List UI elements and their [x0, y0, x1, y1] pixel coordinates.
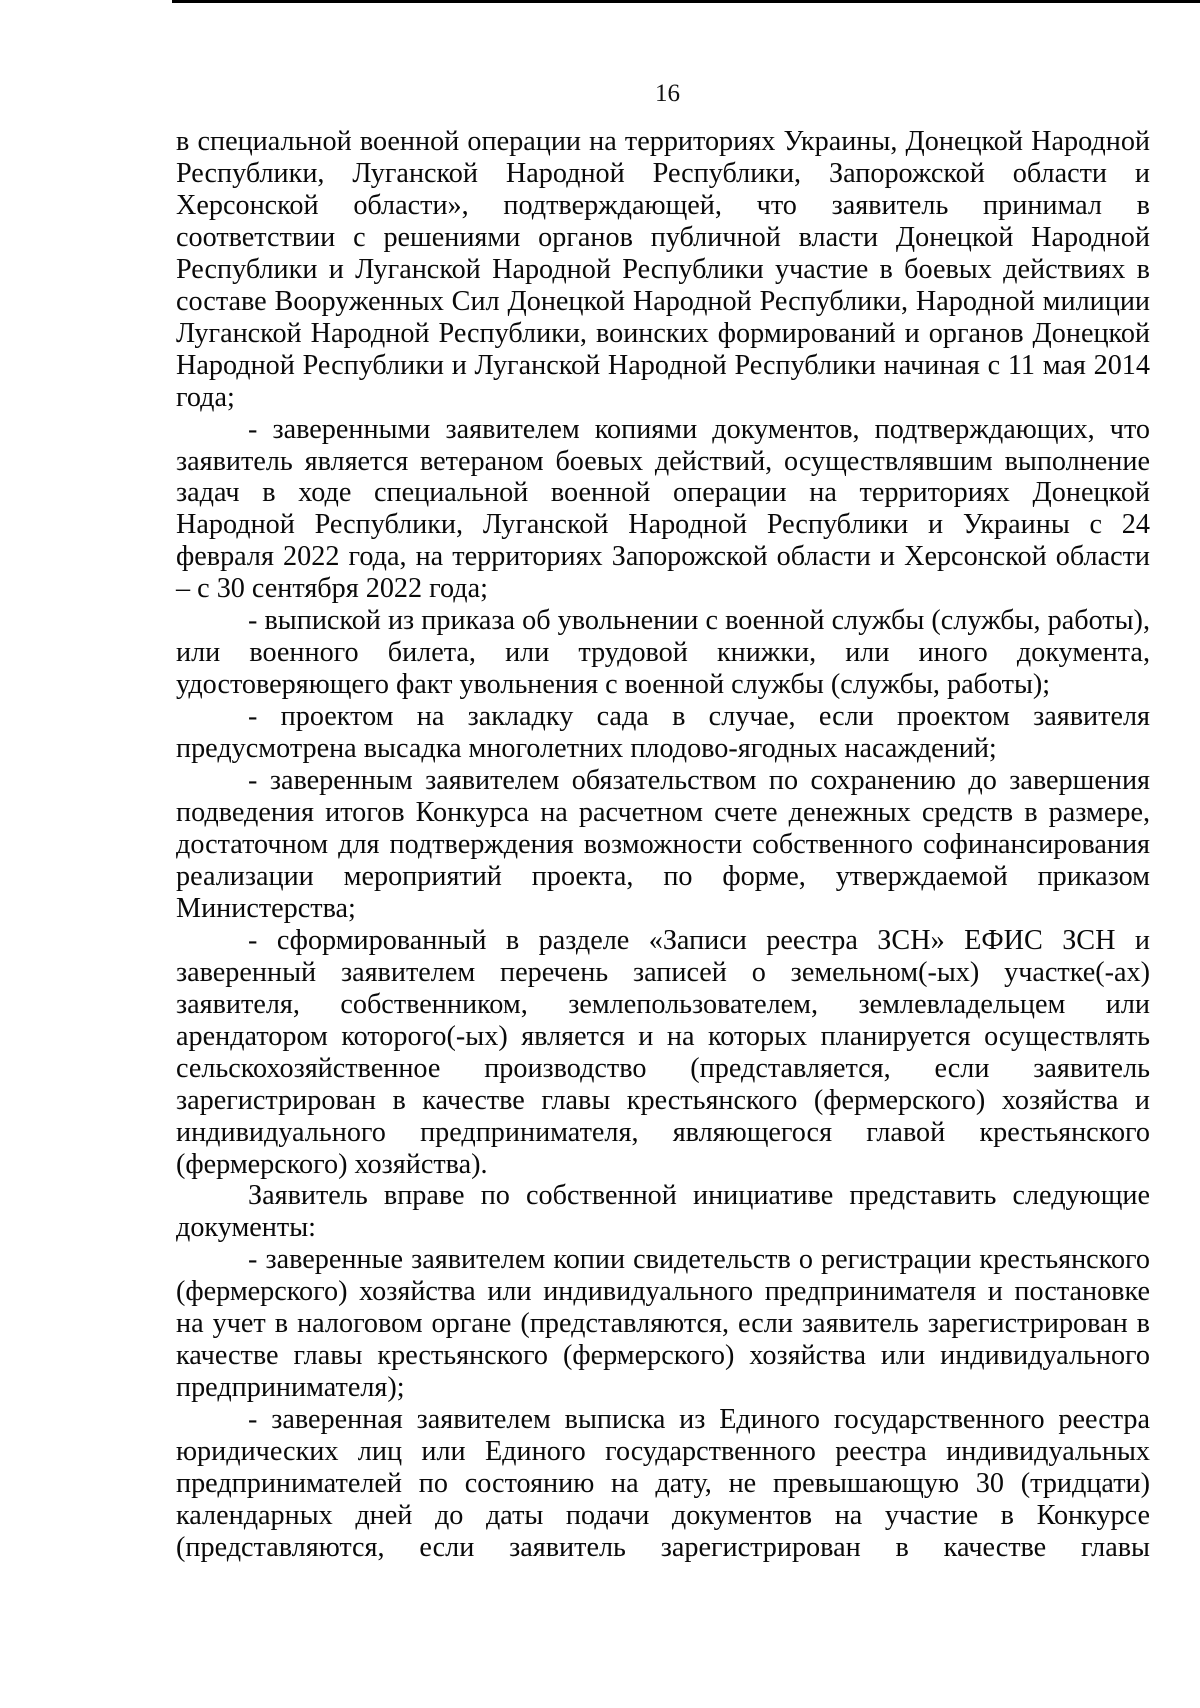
- document-body: [176, 126, 1150, 1564]
- paragraph-funds-obligation: - заверенным заявителем обязательством по сохранению до завершения подведения итогов Конкурса на расчетном счете денежных средств в размере, достаточном для подтверждения возможности собственного софинансирования реализации мероприятий проекта, по форме, утверждаемой приказом Министерства;: [176, 765, 1150, 924]
- paragraph-continuation: в специальной военной операции на территориях Украины, Донецкой Народной Республики, Луганской Народной Республики, Запорожской области и Херсонской области», подтверждающей, что заявитель принимал в соответствии с решениями органов публичной власти Донецкой Народной Республики и Луганской Народной Республики участие в боевых действиях в составе Вооруженных Сил Донецкой Народной Республики, Народной милиции Луганской Народной Республики, воинских формирований и органов Донецкой Народной Республики и Луганской Народной Республики начиная с 11 мая 2014 года;: [176, 126, 1150, 413]
- paragraph-discharge-extract: - выпиской из приказа об увольнении с военной службы (службы, работы), или военного билета, или трудовой книжки, или иного документа, удостоверяющего факт увольнения с военной службы (службы, работы);: [176, 605, 1150, 701]
- paragraph-registration-certificates: - заверенные заявителем копии свидетельств о регистрации крестьянского (фермерского) хозяйства или индивидуального предпринимателя и постановке на учет в налоговом органе (представляются, если заявитель зарегистрирован в качестве главы крестьянского (фермерского) хозяйства или индивидуального предпринимателя);: [176, 1244, 1150, 1404]
- paragraph-veteran-documents: - заверенными заявителем копиями документов, подтверждающих, что заявитель является ветераном боевых действий, осуществлявшим выполнение задач в ходе специальной военной операции на территориях Донецкой Народной Республики, Луганской Народной Республики и Украины с 24 февраля 2022 года, на территориях Запорожской области и Херсонской области – с 30 сентября 2022 года;: [176, 413, 1150, 605]
- paragraph-registry-extract: - заверенная заявителем выписка из Единого государственного реестра юридических лиц или Единого государственного реестра индивидуальных предпринимателей по состоянию на дату, не превышающую 30 (тридцати) календарных дней до даты подачи документов на участие в Конкурсе (представляются, если заявитель зарегистрирован в качестве главы: [176, 1404, 1150, 1563]
- paragraph-orchard-project: - проектом на закладку сада в случае, если проектом заявителя предусмотрена высадка многолетних плодово-ягодных насаждений;: [176, 701, 1150, 765]
- page-number: 16: [655, 80, 680, 107]
- paragraph-optional-documents: Заявитель вправе по собственной инициативе представить следующие документы:: [176, 1180, 1150, 1244]
- scan-edge-line: [172, 0, 1200, 3]
- paragraph-land-records: - сформированный в разделе «Записи реестра ЗСН» ЕФИС ЗСН и заверенный заявителем перечень записей о земельном(-ых) участке(-ах) заявителя, собственником, землепользователем, землевладельцем или арендатором которого(-ых) является и на которых планируется осуществлять сельскохозяйственное производство (представляется, если заявитель зарегистрирован в качестве главы крестьянского (фермерского) хозяйства и индивидуального предпринимателя, являющегося главой крестьянского (фермерского) хозяйства).: [176, 924, 1150, 1180]
